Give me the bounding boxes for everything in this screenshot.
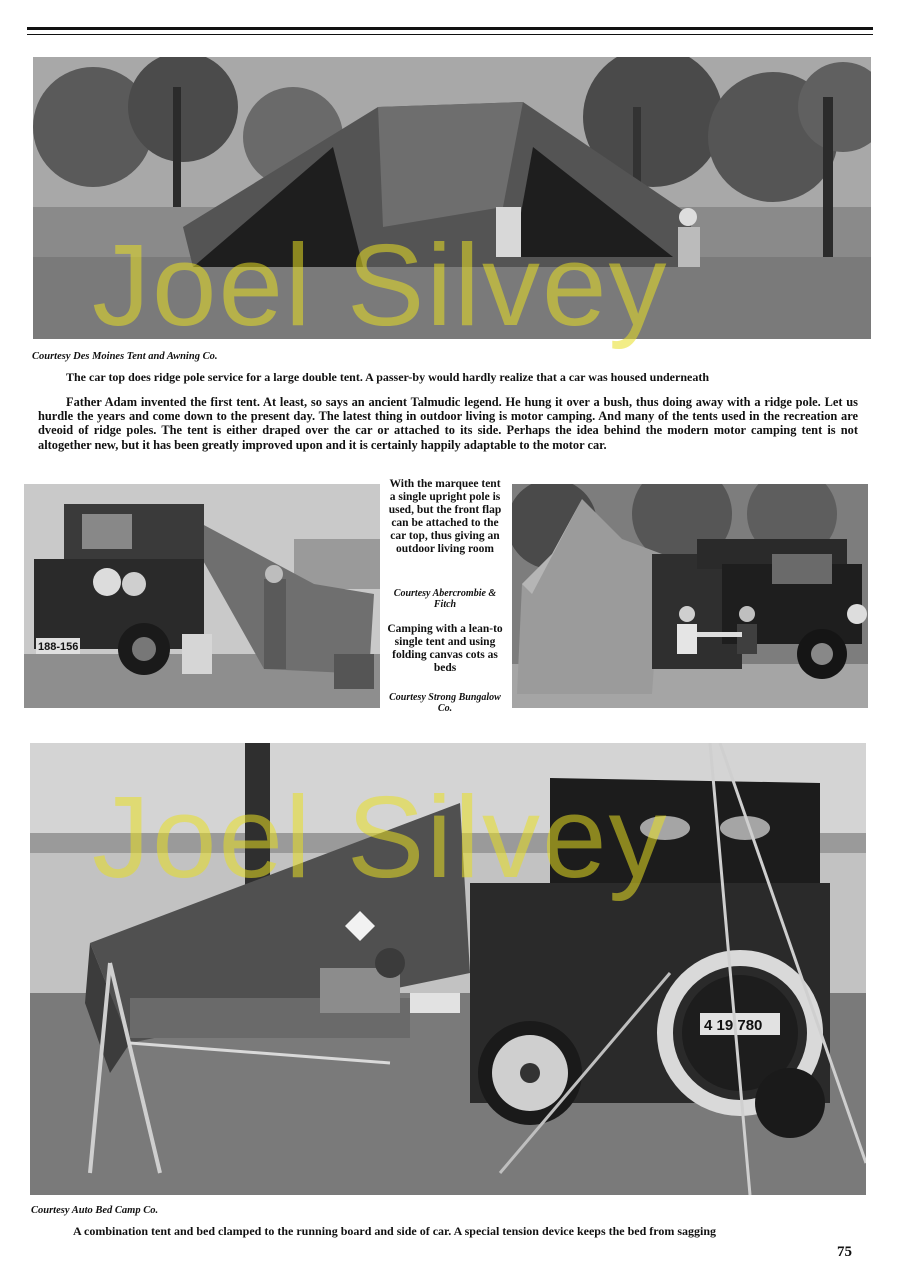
photo-marquee-tent bbox=[24, 484, 380, 708]
marquee-tent-caption: With the marquee tent a single upright pole is used, but the front flap can be attached to the car top, thus giving an outdoor living room bbox=[388, 478, 502, 555]
lean-to-tent-credit: Courtesy Strong Bungalow Co. bbox=[389, 692, 501, 714]
marquee-tent-credit: Courtesy Abercrombie & Fitch bbox=[393, 588, 497, 610]
page-number: 75 bbox=[837, 1244, 852, 1260]
top-rule bbox=[27, 27, 873, 30]
body-paragraph: Father Adam invented the first tent. At least, so says an ancient Talmudic legend. He hung it over a bush, thus doing away with a ridge pole. Let us hurdle the years and come down to the present day. The latest thing in outdoor living is motor camping. And many of the tents used in the recreation are dveoid of ridge poles. The tent is either draped over the car or attached to its side. Perhaps the idea behind the modern motor camping tent is not altogether new, but it has been greatly improved upon and it is certainly happily adaptable to the motor car. bbox=[38, 395, 858, 452]
photo-tent-bed-car bbox=[30, 743, 866, 1195]
photo-lean-to-tent bbox=[512, 484, 868, 708]
photo-car-ridge-pole-tent bbox=[33, 57, 871, 339]
top-photo-caption: The car top does ridge pole service for a large double tent. A passer-by would hardly realize that a car was housed underneath bbox=[66, 370, 709, 384]
lean-to-tent-caption: Camping with a lean-to single tent and using folding canvas cots as beds bbox=[387, 623, 503, 674]
watermark-top: Joel Silvey bbox=[92, 220, 669, 350]
license-plate-left: 188-156 bbox=[38, 641, 79, 653]
watermark-bottom: Joel Silvey bbox=[92, 772, 669, 902]
top-rule-thin bbox=[27, 34, 873, 35]
license-plate-bottom: 4 19 780 bbox=[704, 1017, 763, 1034]
bottom-photo-credit: Courtesy Auto Bed Camp Co. bbox=[31, 1205, 159, 1216]
top-photo-credit: Courtesy Des Moines Tent and Awning Co. bbox=[32, 351, 218, 362]
bottom-photo-caption: A combination tent and bed clamped to the running board and side of car. A special tension device keeps the bed from sagging bbox=[73, 1224, 717, 1238]
